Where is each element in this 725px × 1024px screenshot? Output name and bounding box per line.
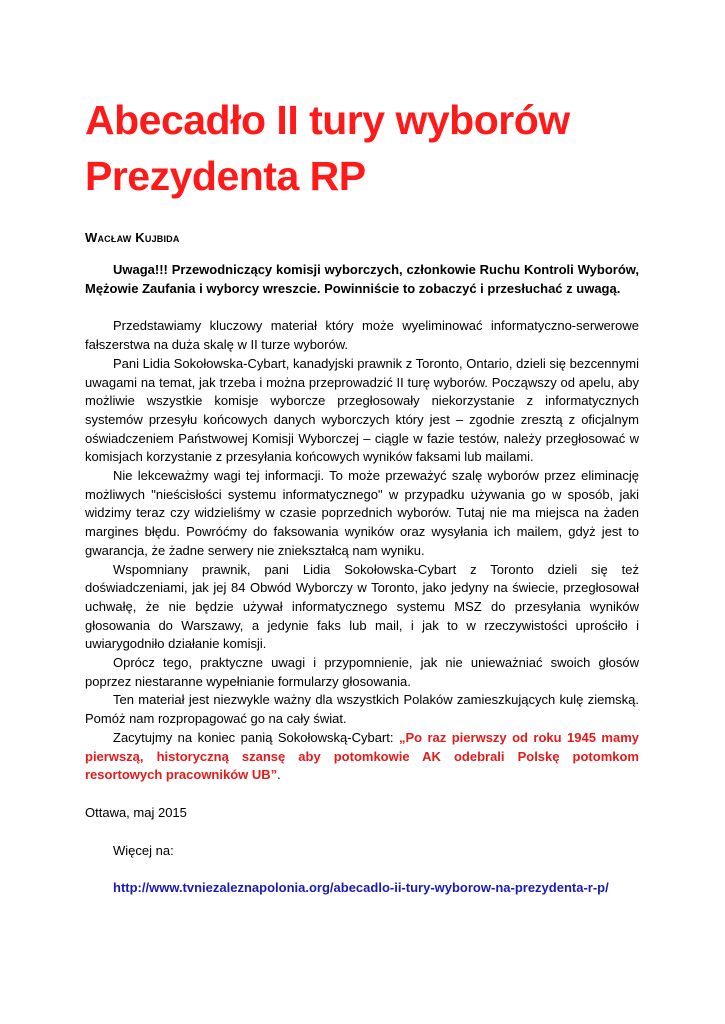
closing-paragraph <box>85 729 639 785</box>
paragraph-6: Ten materiał jest niezwykle ważny dla wszystkich Polaków zamieszkujących kulę ziemską. Pomóż nam rozpropagować go na cały świat. <box>85 692 639 727</box>
closing-intro: Zacytujmy na koniec panią Sokołowską-Cybart: <box>113 729 399 745</box>
paragraph-2: Pani Lidia Sokołowska-Cybart, kanadyjski prawnik z Toronto, Ontario, dzieli się bezcennymi uwagami na temat, jak trzeba i można przeprowadzić II turę wyborów. Począwszy od apelu, aby możliwie wszystkie komisje wyborcze przegłosowały niekorzystanie z informatycznych systemów przesyłu końcowych danych wyborczych który jest – zgodnie zresztą z oficjalnym oświadczeniem Państwowej Komisji Wyborczej – ciągle w fazie testów, należy przegłosować w komisjach korzystanie z przesyłania końcowych wyników faksami lub mailami. <box>85 355 639 465</box>
paragraph-5: Oprócz tego, praktyczne uwagi i przypomnienie, jak nie unieważniać swoich głosów poprzez niestaranne wypełnianie formularzy głosowania. <box>85 655 639 689</box>
paragraph-4: Wspomniany prawnik, pani Lidia Sokołowska-Cybart z Toronto dzieli się też doświadczeniami, jak jej 84 Obwód Wyborczy w Toronto, jako jedyny na świecie, przegłosował uchwałę, że nie będzie używał informatycznego systemu MSZ do przesyłania wyników głosowania do Warszawy, a jedynie faks lub mail, i jak to w rzeczywistości uprościło i uwiarygodniło działanie komisji. <box>85 561 639 652</box>
more-label: Więcej na: <box>113 842 174 858</box>
paragraph-1: Przedstawiamy kluczowy materiał który może wyeliminować informatyczno-serwerowe fałszerstwa na duża skalę w II turze wyborów. <box>85 318 639 353</box>
place-date: Ottawa, maj 2015 <box>85 804 187 820</box>
paragraph-3: Nie lekceważmy wagi tej informacji. To może przeważyć szalę wyborów przez eliminację możliwych "nieścisłości systemu informatycznego" w przypadku używania go w sposób, jaki widzimy teraz czy widzieliśmy w czasie poprzednich wyborów. Tutaj nie ma miejsca na żaden margines błędu. Powróćmy do faksowania wyników oraz wysyłania ich mailem, gdyż jest to gwarancja, że żadne serwery nie zniekształcą nam wyniku. <box>85 468 639 558</box>
title-line-1: Abecadło II tury wyborów <box>85 97 570 143</box>
link-line <box>85 879 639 898</box>
document-title <box>85 92 639 204</box>
warning-paragraph: Uwaga!!! Przewodniczący komisji wyborczych, członkowie Ruchu Kontroli Wyborów, Mężowie Zaufania i wyborcy wreszcie. Powinniście to zobaczyć i przesłuchać z uwagą. <box>85 262 639 296</box>
document-page <box>85 92 639 898</box>
closing-quote: „Po raz pierwszy od roku 1945 mamy pierwszą, historyczną szansę aby potomkowie AK odebrali Polskę potomkom resortowych pracowników UB” <box>85 729 640 783</box>
title-line-2: Prezydenta RP <box>85 153 366 199</box>
source-link[interactable]: http://www.tvniezaleznapolonia.org/abecadlo-ii-tury-wyborow-na-prezydenta-r-p/ <box>113 880 609 896</box>
closing-end: . <box>277 767 281 783</box>
author-name: Wacław Kujbida <box>85 230 180 245</box>
